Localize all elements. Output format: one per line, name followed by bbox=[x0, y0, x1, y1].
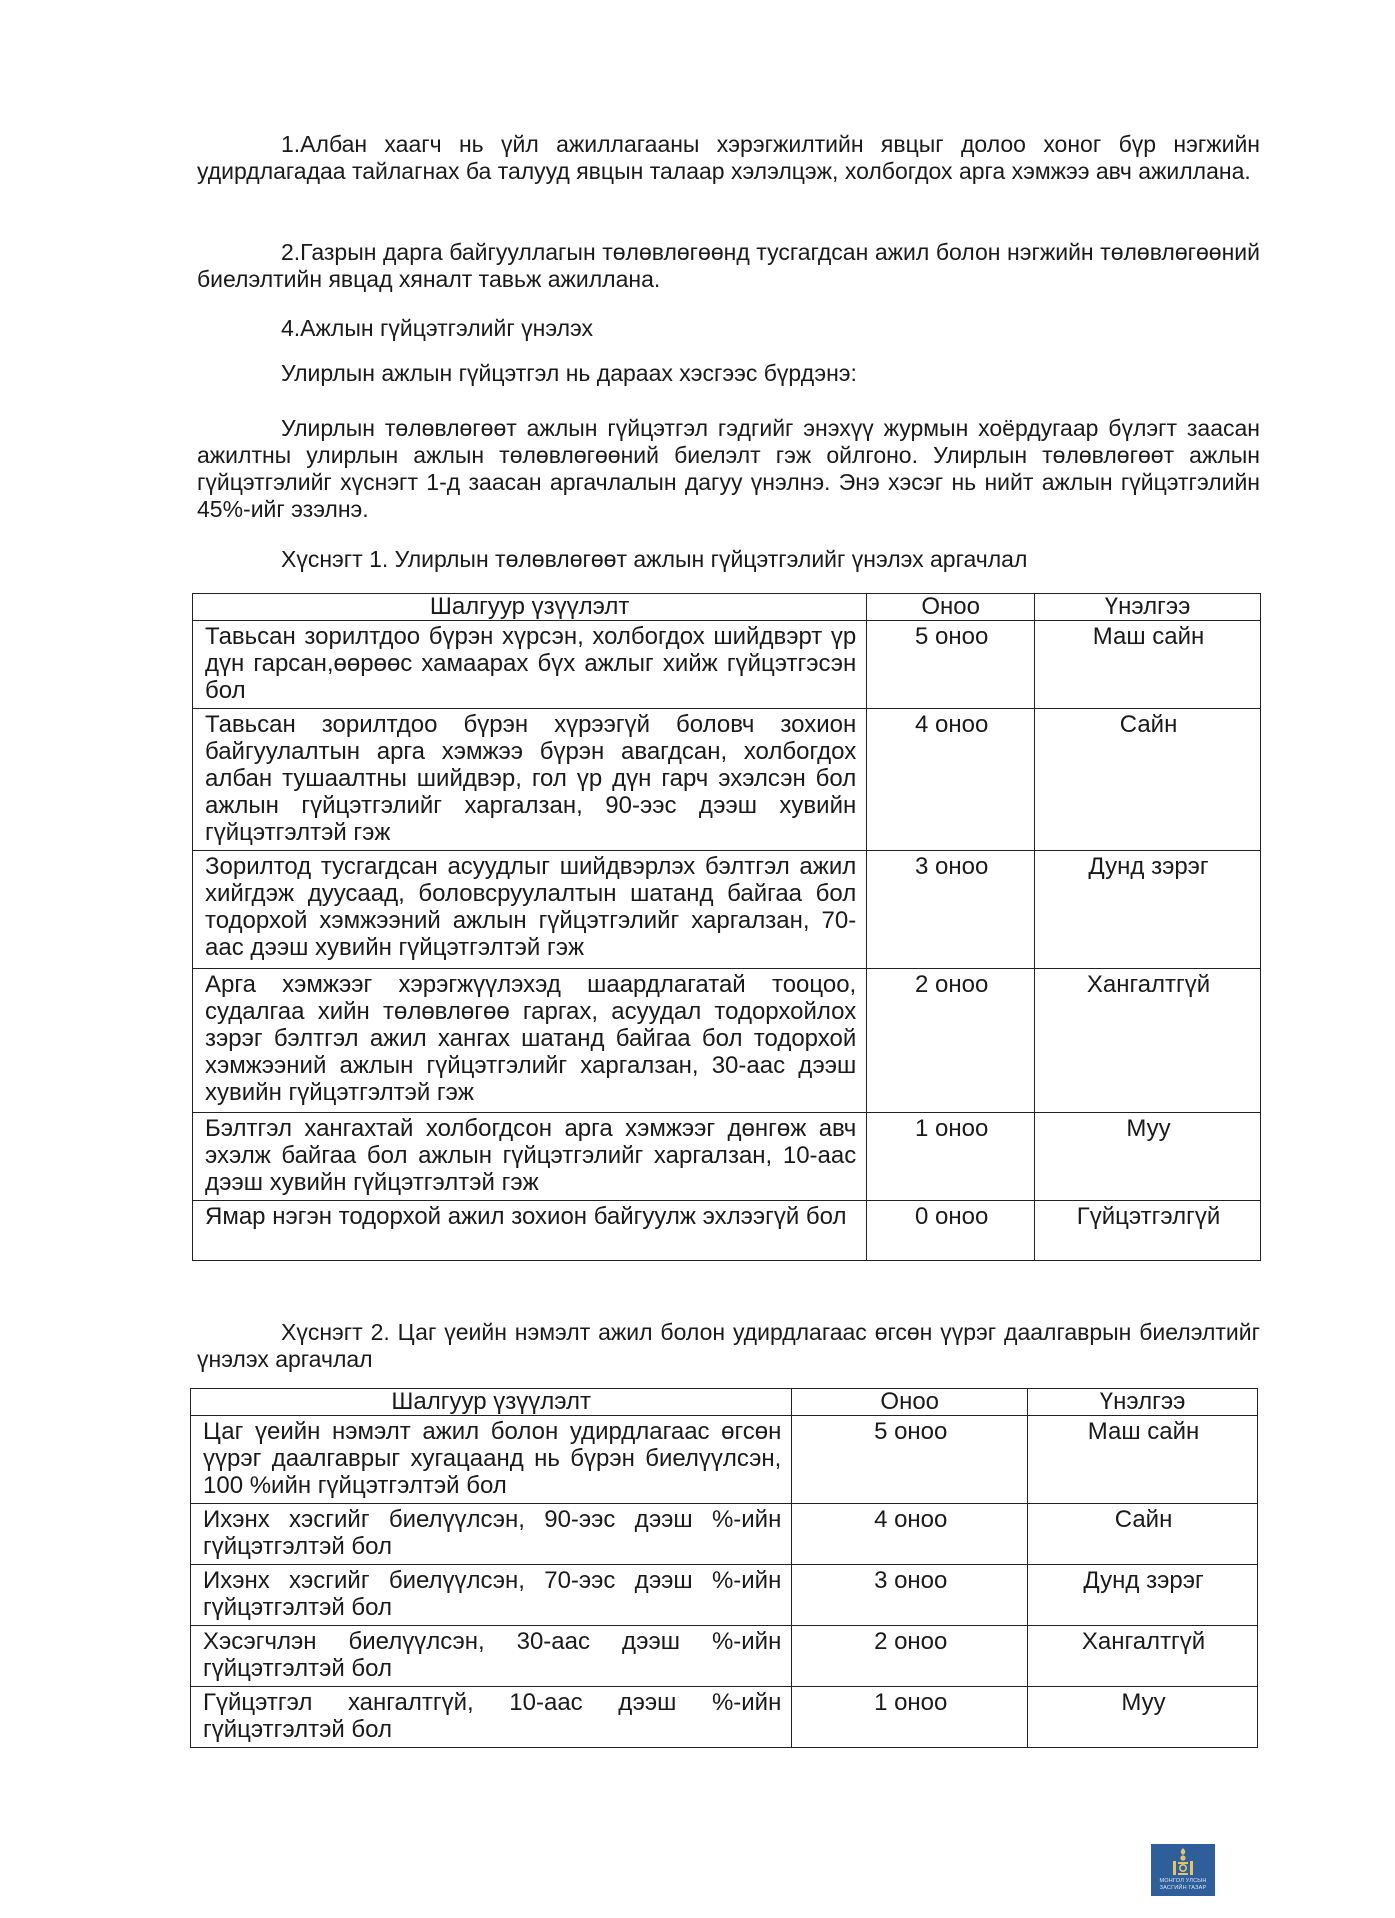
paragraph-4: Улирлын ажлын гүйцэтгэл нь дараах хэсгээс бүрдэнэ: bbox=[281, 360, 857, 386]
table2-caption: Хүснэгт 2. Цаг үеийн нэмэлт ажил болон удирдлагаас өгсөн үүрэг даалгаврын биелэлтийг үнэлэх аргачлал bbox=[197, 1319, 1260, 1372]
grade-cell: Маш сайн bbox=[1028, 1416, 1258, 1504]
criterion-cell: Арга хэмжээг хэрэгжүүлэхэд шаардлагатай тооцоо, судалгаа хийн төлөвлөгөө гаргах, асуудал тодорхойлох зэрэг бэлтгэл ажил хангах шатанд байгаа бол тодорхой хэмжээний ажлын гүйцэтгэлийг харгалзан, 30-аас дээш хувийн гүйцэтгэлтэй гэж bbox=[193, 969, 867, 1113]
table-row bbox=[191, 1687, 1258, 1748]
score-cell: 4 оноо bbox=[792, 1504, 1028, 1565]
score-cell: 1 оноо bbox=[792, 1687, 1028, 1748]
table-row bbox=[193, 1113, 1261, 1201]
grade-cell: Хангалтгүй bbox=[1028, 1626, 1258, 1687]
grade-cell: Муу bbox=[1035, 1113, 1261, 1201]
paragraph-2: 2.Газрын дарга байгууллагын төлөвлөгөөнд тусгагдсан ажил болон нэгжийн төлөвлөгөөний биелэлтийн явцад хяналт тавьж ажиллана. bbox=[197, 239, 1260, 292]
criterion-cell: Ихэнх хэсгийг биелүүлсэн, 90-ээс дээш %-ийн гүйцэтгэлтэй бол bbox=[191, 1504, 792, 1565]
header-score: Оноо bbox=[867, 594, 1035, 621]
score-cell: 4 оноо bbox=[867, 709, 1035, 851]
grade-cell: Муу bbox=[1028, 1687, 1258, 1748]
grade-cell: Хангалтгүй bbox=[1035, 969, 1261, 1113]
criterion-cell: Гүйцэтгэл хангалтгүй, 10-аас дээш %-ийн гүйцэтгэлтэй бол bbox=[191, 1687, 792, 1748]
table-row bbox=[191, 1626, 1258, 1687]
paragraph-1: 1.Албан хаагч нь үйл ажиллагааны хэрэгжилтийн явцыг долоо хоног бүр нэгжийн удирдлагадаа тайлагнах ба талууд явцын талаар хэлэлцэж, холбогдох арга хэмжээ авч ажиллана. bbox=[197, 131, 1260, 184]
criterion-cell: Ихэнх хэсгийг биелүүлсэн, 70-ээс дээш %-ийн гүйцэтгэлтэй бол bbox=[191, 1565, 792, 1626]
table-row bbox=[193, 1201, 1261, 1261]
header-grade: Үнэлгээ bbox=[1035, 594, 1261, 621]
table-1 bbox=[192, 593, 1261, 1261]
criterion-cell: Хэсэгчлэн биелүүлсэн, 30-аас дээш %-ийн гүйцэтгэлтэй бол bbox=[191, 1626, 792, 1687]
score-cell: 3 оноо bbox=[867, 851, 1035, 969]
government-emblem bbox=[1151, 1844, 1215, 1896]
grade-cell: Дунд зэрэг bbox=[1035, 851, 1261, 969]
criterion-cell: Тавьсан зорилтдоо бүрэн хүрээгүй боловч зохион байгуулалтын арга хэмжээ бүрэн авагдсан, холбогдох албан тушаалтны шийдвэр, гол үр дүн гарч эхэлсэн бол ажлын гүйцэтгэлийг харгалзан, 90-ээс дээш хувийн гүйцэтгэлтэй гэж bbox=[193, 709, 867, 851]
score-cell: 2 оноо bbox=[792, 1626, 1028, 1687]
header-criterion: Шалгуур үзүүлэлт bbox=[193, 594, 867, 621]
section-heading-evaluation: 4.Ажлын гүйцэтгэлийг үнэлэх bbox=[281, 315, 593, 341]
table1-caption: Хүснэгт 1. Улирлын төлөвлөгөөт ажлын гүйцэтгэлийг үнэлэх аргачлал bbox=[281, 546, 1028, 572]
criterion-cell: Тавьсан зорилтдоо бүрэн хүрсэн, холбогдох шийдвэрт үр дүн гарсан,өөрөөс хамаарах бүх ажлыг хийж гүйцэтгэсэн бол bbox=[193, 621, 867, 709]
table-row bbox=[193, 621, 1261, 709]
table-2 bbox=[190, 1388, 1258, 1748]
score-cell: 5 оноо bbox=[867, 621, 1035, 709]
grade-cell: Маш сайн bbox=[1035, 621, 1261, 709]
table-row bbox=[191, 1416, 1258, 1504]
table-row bbox=[193, 851, 1261, 969]
emblem-caption-line2: ЗАСГИЙН ГАЗАР bbox=[1159, 1885, 1207, 1891]
emblem-caption-line1: МОНГОЛ УЛСЫН bbox=[1159, 1878, 1207, 1884]
header-score: Оноо bbox=[792, 1389, 1028, 1416]
table-row bbox=[191, 1504, 1258, 1565]
table-row bbox=[193, 969, 1261, 1113]
score-cell: 0 оноо bbox=[867, 1201, 1035, 1261]
criterion-cell: Ямар нэгэн тодорхой ажил зохион байгуулж эхлээгүй бол bbox=[193, 1201, 867, 1261]
table-header-row bbox=[193, 594, 1261, 621]
grade-cell: Сайн bbox=[1028, 1504, 1258, 1565]
table-header-row bbox=[191, 1389, 1258, 1416]
criterion-cell: Зорилтод тусгагдсан асуудлыг шийдвэрлэх бэлтгэл ажил хийгдэж дуусаад, боловсруулалтын шатанд байгаа бол тодорхой хэмжээний ажлын гүйцэтгэлийг харгалзан, 70-аас дээш хувийн гүйцэтгэлтэй гэж bbox=[193, 851, 867, 969]
table-row bbox=[191, 1565, 1258, 1626]
criterion-cell: Бэлтгэл хангахтай холбогдсон арга хэмжээг дөнгөж авч эхэлж байгаа бол ажлын гүйцэтгэлийг харгалзан, 10-аас дээш хувийн гүйцэтгэлтэй гэж bbox=[193, 1113, 867, 1201]
grade-cell: Гүйцэтгэлгүй bbox=[1035, 1201, 1261, 1261]
score-cell: 1 оноо bbox=[867, 1113, 1035, 1201]
soyombo-icon bbox=[1170, 1847, 1196, 1877]
table-row bbox=[193, 709, 1261, 851]
score-cell: 2 оноо bbox=[867, 969, 1035, 1113]
paragraph-5: Улирлын төлөвлөгөөт ажлын гүйцэтгэл гэдгийг энэхүү журмын хоёрдугаар бүлэгт заасан ажилтны улирлын ажлын төлөвлөгөөний биелэлт гэж ойлгоно. Улирлын төлөвлөгөөт ажлын гүйцэтгэлийг хүснэгт 1-д заасан аргачлалын дагуу үнэлнэ. Энэ хэсэг нь нийт ажлын гүйцэтгэлийн 45%-ийг эзэлнэ. bbox=[197, 415, 1260, 522]
score-cell: 3 оноо bbox=[792, 1565, 1028, 1626]
header-criterion: Шалгуур үзүүлэлт bbox=[191, 1389, 792, 1416]
criterion-cell: Цаг үеийн нэмэлт ажил болон удирдлагаас өгсөн үүрэг даалгаврыг хугацаанд нь бүрэн биелүүлсэн, 100 %ийн гүйцэтгэлтэй бол bbox=[191, 1416, 792, 1504]
grade-cell: Сайн bbox=[1035, 709, 1261, 851]
header-grade: Үнэлгээ bbox=[1028, 1389, 1258, 1416]
grade-cell: Дунд зэрэг bbox=[1028, 1565, 1258, 1626]
score-cell: 5 оноо bbox=[792, 1416, 1028, 1504]
